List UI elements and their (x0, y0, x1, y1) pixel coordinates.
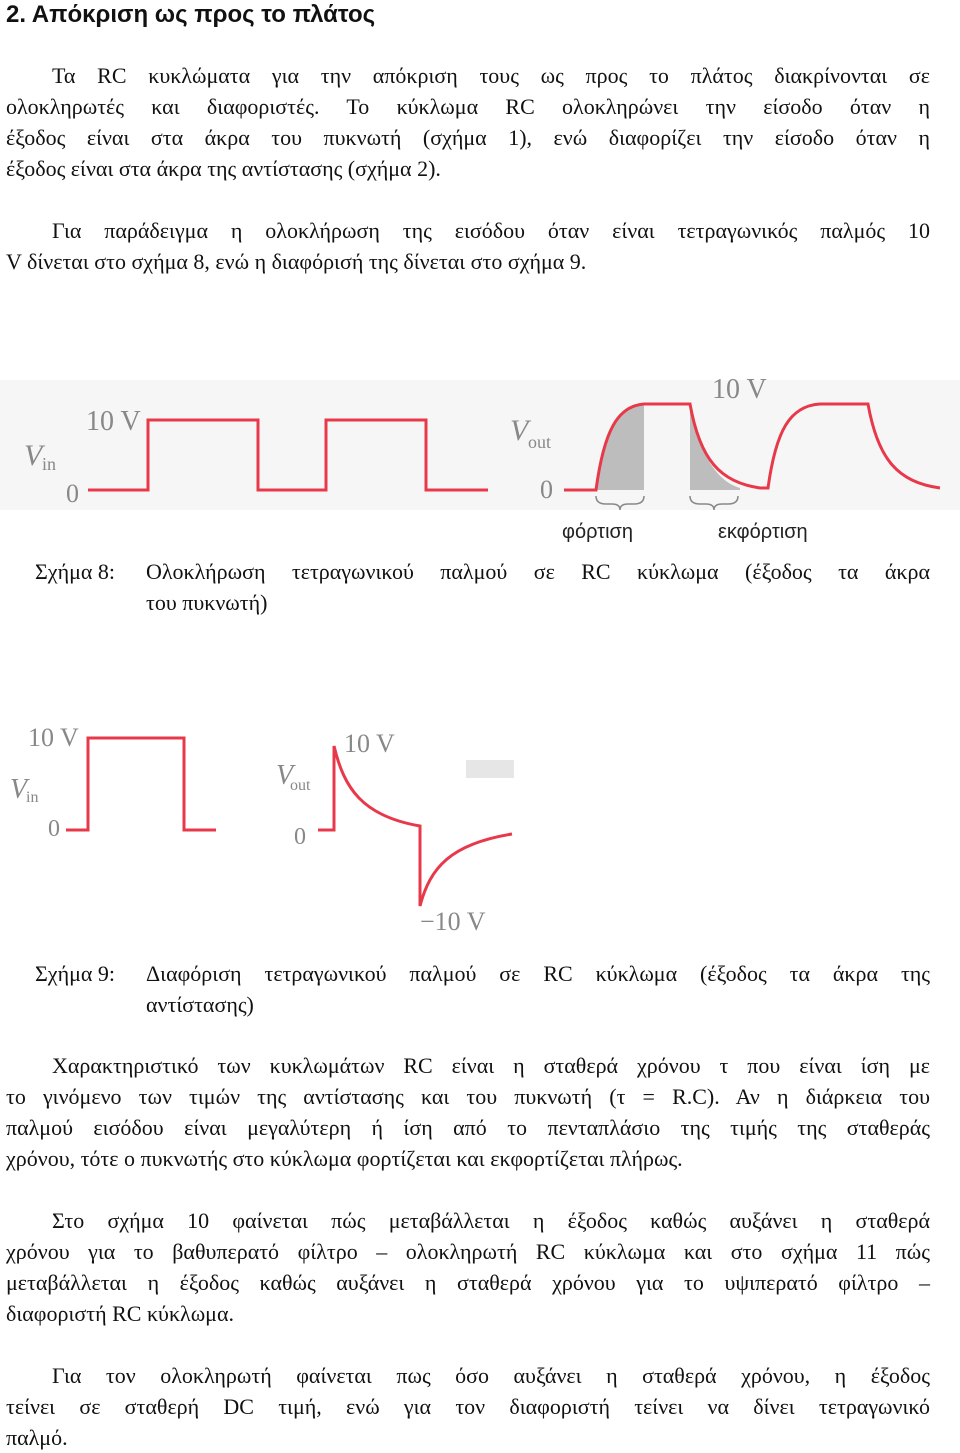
paragraph-example (6, 215, 930, 277)
paragraph-figures-10-11 (6, 1205, 930, 1329)
text-line: παλμό. (6, 1425, 68, 1450)
text-line: το γινόμενο των τιμών της αντίστασης και του πυκνωτή (τ = R.C). Αν η διάρκεια του (6, 1084, 930, 1109)
text-line: έξοδος είναι στα άκρα του πυκνωτή (σχήμα 1), ενώ διαφορίζει την είσοδο όταν η (6, 125, 930, 150)
vin-subscript: in (42, 454, 57, 474)
vout-subscript: out (528, 432, 552, 452)
section-heading: 2. Απόκριση ως προς το πλάτος (6, 1, 376, 28)
vin-level-label: 10 V (28, 723, 79, 752)
caption-number: Σχήμα 8: (35, 559, 116, 584)
vout-negative-label: −10 V (420, 907, 486, 936)
figure-8-integration (0, 370, 960, 550)
vout-level-label: 10 V (712, 374, 767, 405)
text-line: έξοδος είναι στα άκρα της αντίστασης (σχήμα 2). (6, 156, 441, 181)
caption-text: Διαφόριση τετραγωνικού παλμού σε RC κύκλωμα (έξοδος τα άκρα της (146, 961, 930, 986)
paragraph-conclusion (6, 1360, 930, 1453)
text-line: Στο σχήμα 10 φαίνεται πώς μεταβάλλεται η έξοδος καθώς αυξάνει η σταθερά (52, 1208, 930, 1233)
text-line: Τα RC κυκλώματα για την απόκριση τους ως προς το πλάτος διακρίνονται σε (52, 63, 930, 88)
text-line: V δίνεται στο σχήμα 8, ενώ η διαφόρισή της δίνεται στο σχήμα 9. (6, 249, 587, 274)
figure-8-caption (0, 556, 960, 620)
figure-9-differentiation (0, 718, 540, 940)
vout-label: V (276, 760, 294, 791)
vout-level-label: 10 V (344, 729, 395, 758)
vin-label: V (24, 439, 43, 472)
vin-level-label: 10 V (86, 406, 141, 437)
vout-zero-label: 0 (294, 824, 306, 850)
text-line: Για τον ολοκληρωτή φαίνεται πως όσο αυξάνει η σταθερά χρόνου, η έξοδος (52, 1363, 930, 1388)
charge-label: φόρτιση (562, 521, 633, 543)
caption-text: του πυκνωτή) (146, 590, 268, 615)
scan-artifact (466, 760, 514, 778)
vin-zero-label: 0 (48, 816, 60, 842)
text-line: διαφοριστή RC κύκλωμα. (6, 1301, 234, 1326)
vin-subscript: in (26, 789, 39, 806)
paragraph-time-constant (6, 1050, 930, 1174)
vout-subscript: out (290, 777, 311, 794)
text-line: Για παράδειγμα η ολοκλήρωση της εισόδου όταν είναι τετραγωνικός παλμός 10 (52, 218, 930, 243)
discharge-label: εκφόρτιση (718, 521, 808, 543)
text-line: μεταβάλλεται η έξοδος καθώς αυξάνει η σταθερά χρόνου για το υψιπερατό φίλτρο – (6, 1270, 930, 1295)
caption-number: Σχήμα 9: (35, 961, 116, 986)
vin-zero-label: 0 (66, 479, 79, 508)
paragraph-intro (6, 60, 930, 184)
text-line: παλμού εισόδου είναι μεγαλύτερη ή ίση από το πενταπλάσιο της τιμής της σταθεράς (6, 1115, 930, 1140)
text-line: τείνει σε σταθερή DC τιμή, ενώ για τον διαφοριστή τείνει να δίνει τετραγωνικό (6, 1394, 930, 1419)
text-line: ολοκληρωτές και διαφοριστές. Το κύκλωμα RC ολοκληρώνει την είσοδο όταν η (6, 94, 930, 119)
text-line: Χαρακτηριστικό των κυκλωμάτων RC είναι η σταθερά χρόνου τ που είναι ίση με (52, 1053, 930, 1078)
caption-text: Ολοκλήρωση τετραγωνικού παλμού σε RC κύκλωμα (έξοδος τα άκρα (146, 559, 930, 584)
caption-text: αντίστασης) (146, 992, 254, 1017)
vin-pulse (66, 738, 216, 830)
figure-9-caption (0, 958, 960, 1022)
vout-label: V (510, 414, 529, 447)
vout-zero-label: 0 (540, 475, 553, 504)
text-line: χρόνου για το βαθυπερατό φίλτρο – ολοκληρωτή RC κύκλωμα και στο σχήμα 11 πώς (6, 1239, 930, 1264)
text-line: χρόνου, τότε ο πυκνωτής στο κύκλωμα φορτίζεται και εκφορτίζεται πλήρως. (6, 1146, 683, 1171)
vin-label: V (10, 774, 28, 805)
